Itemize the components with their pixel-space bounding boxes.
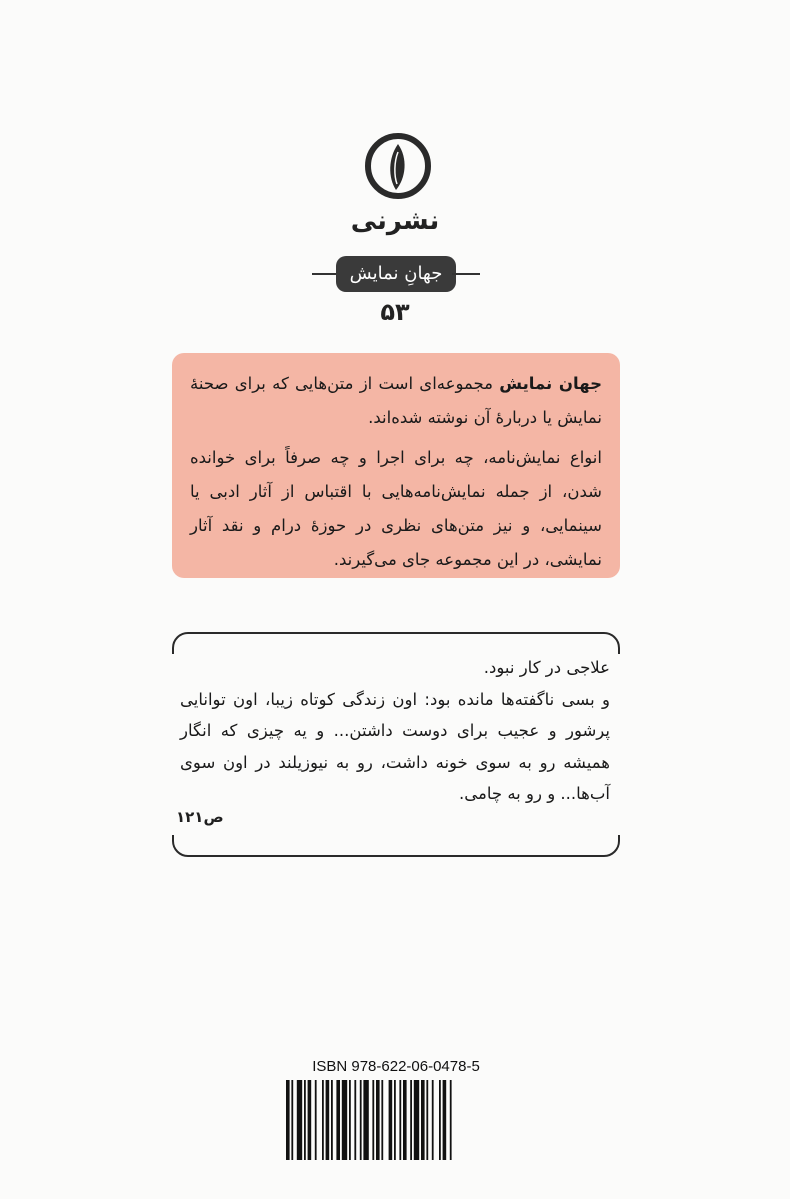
barcode-bar bbox=[315, 1080, 317, 1160]
series-line-right bbox=[452, 273, 480, 275]
barcode-bar bbox=[389, 1080, 393, 1160]
description-paragraph-1 bbox=[190, 367, 602, 435]
barcode-bar bbox=[426, 1080, 428, 1160]
excerpt-quote bbox=[180, 652, 610, 810]
barcode-bar bbox=[414, 1080, 419, 1160]
barcode-bar bbox=[403, 1080, 407, 1160]
barcode-bar bbox=[354, 1080, 356, 1160]
barcode-bar bbox=[450, 1080, 452, 1160]
series-label bbox=[0, 254, 790, 294]
barcode-bar bbox=[372, 1080, 374, 1160]
barcode-bar bbox=[349, 1080, 351, 1160]
barcode-bar bbox=[360, 1080, 362, 1160]
series-description-box bbox=[172, 353, 620, 578]
publisher-logo bbox=[364, 124, 432, 208]
barcode-bar bbox=[322, 1080, 324, 1160]
barcode-bar bbox=[421, 1080, 425, 1160]
publisher-name: نشرنی bbox=[350, 206, 440, 236]
barcode-bar bbox=[439, 1080, 441, 1160]
barcode-bar bbox=[342, 1080, 347, 1160]
barcode-bar bbox=[326, 1080, 330, 1160]
description-paragraph-1-text: مجموعه‌ای است از متن‌هایی که برای صحنهٔ نمایش یا دربارهٔ آن نوشته شده‌اند. bbox=[190, 374, 602, 427]
barcode-bar bbox=[399, 1080, 401, 1160]
barcode-bar bbox=[304, 1080, 306, 1160]
barcode-bar bbox=[331, 1080, 333, 1160]
series-name: جهانِ نمایش bbox=[336, 256, 456, 292]
description-paragraph-2: انواع نمایش‌نامه، چه برای اجرا و چه صرفاً برای خوانده شدن، از جمله نمایش‌نامه‌هایی با اقتباس از آثار ادبی یا سینمایی، و نیز متن‌های نظری در حوزهٔ درام و نقد آثار نمایشی، در این مجموعه جای می‌گیرند. bbox=[190, 448, 602, 569]
quote-line-2: و بسی ناگفته‌ها مانده بود: اون زندگی کوتاه زیبا، اون توانایی پرشور و عجیب برای دوست داشتن... و یه چیزی که انگار همیشه رو به سوی خونه داشت، رو به نیوزیلند در اون سوی آب‌ها... و رو به چامی. bbox=[180, 689, 610, 803]
quote-page-reference: ص۱۲۱ bbox=[176, 808, 224, 826]
description-bold-lead: جهان نمایش bbox=[499, 374, 602, 393]
barcode-bar bbox=[394, 1080, 396, 1160]
barcode-bar bbox=[443, 1080, 447, 1160]
quote-line-1: علاجی در کار نبود. bbox=[483, 658, 610, 677]
barcode-bar bbox=[297, 1080, 302, 1160]
barcode-bar bbox=[376, 1080, 380, 1160]
barcode-bar bbox=[432, 1080, 434, 1160]
barcode-bar bbox=[336, 1080, 340, 1160]
barcode-bar bbox=[363, 1080, 368, 1160]
barcode-bar bbox=[286, 1080, 290, 1160]
isbn-label: ISBN 978-622-06-0478-5 bbox=[312, 1058, 480, 1075]
barcode-bar bbox=[308, 1080, 312, 1160]
isbn-barcode bbox=[286, 1080, 506, 1160]
series-number: ۵۳ bbox=[380, 298, 410, 326]
barcode-bar bbox=[291, 1080, 293, 1160]
barcode-bar bbox=[381, 1080, 383, 1160]
barcode-bar bbox=[410, 1080, 412, 1160]
